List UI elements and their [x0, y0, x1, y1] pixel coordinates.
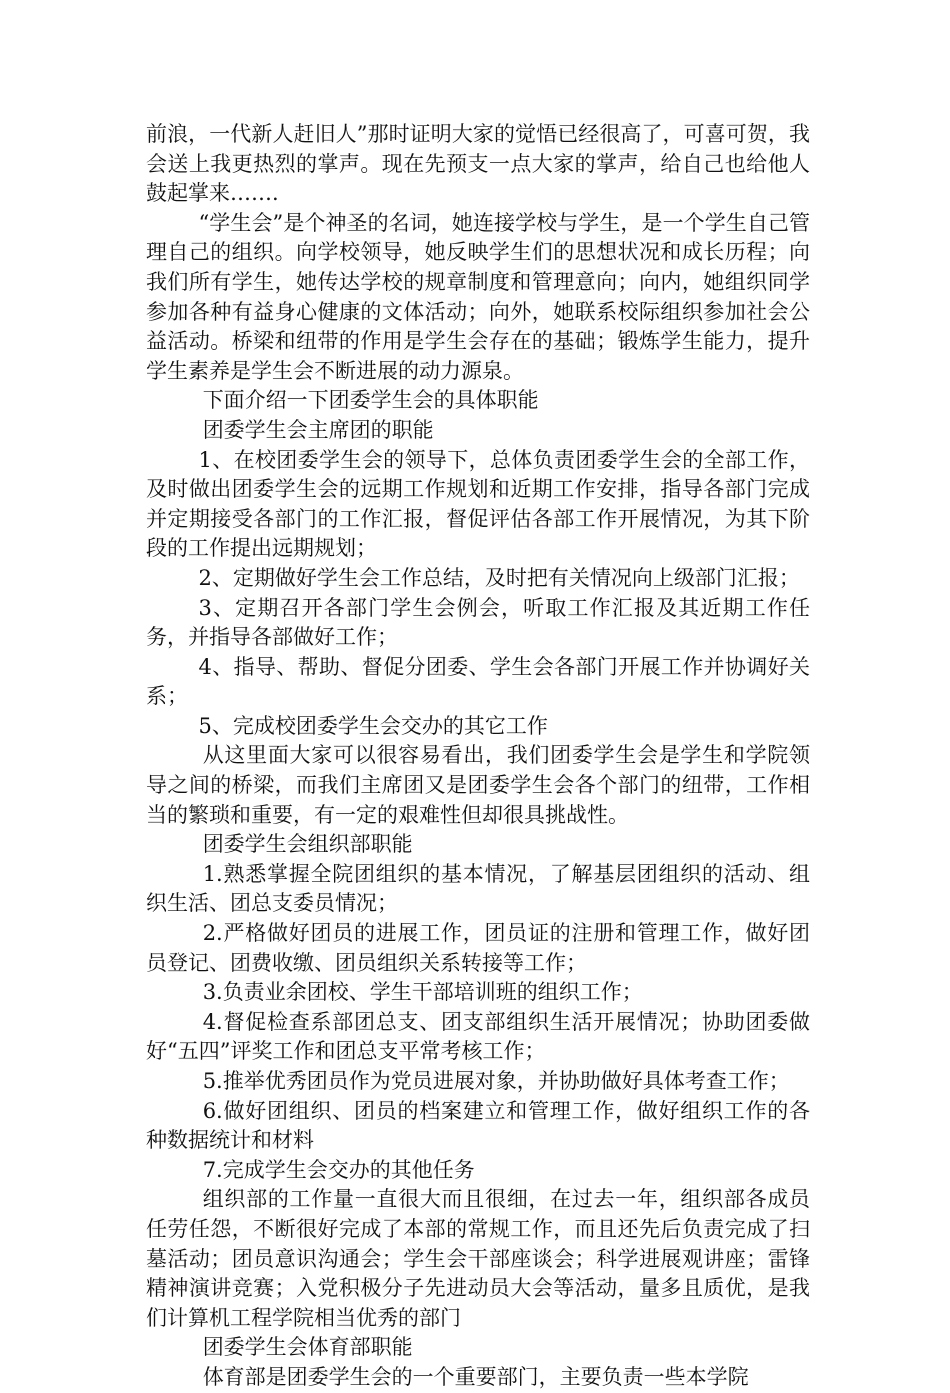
list-item: 2、定期做好学生会工作总结，及时把有关情况向上级部门汇报； [198, 565, 800, 590]
section-heading: 团委学生会体育部职能 [202, 1335, 413, 1360]
list-item: 5、完成校团委学生会交办的其它工作 [198, 713, 548, 738]
list-item: 3.负责业余团校、学生干部培训班的组织工作； [202, 980, 643, 1005]
section-heading: 团委学生会组织部职能 [202, 832, 413, 857]
paragraph: 体育部是团委学生会的一个重要部门，主要负责一些本学院 [202, 1364, 749, 1389]
list-item: 3、定期召开各部门学生会例会，听取工作汇报及其近期工作任务，并指导各部做好工作； [146, 595, 810, 650]
paragraph: 从这里面大家可以很容易看出，我们团委学生会是学生和学院领导之间的桥梁，而我们主席团又是团委学生会各个部门的纽带，工作相当的繁琐和重要，有一定的艰难性但却很具挑战性。 [146, 743, 810, 827]
list-item: 1.熟悉掌握全院团组织的基本情况，了解基层团组织的活动、组织生活、团总支委员情况； [146, 861, 810, 916]
section-heading: 团委学生会主席团的职能 [202, 417, 434, 442]
document-body [146, 120, 810, 1393]
list-item: 4、指导、帮助、督促分团委、学生会各部门开展工作并协调好关系； [146, 654, 810, 709]
paragraph: “学生会”是个神圣的名词，她连接学校与学生，是一个学生自己管理自己的组织。向学校领导，她反映学生们的思想状况和成长历程；向我们所有学生，她传达学校的规章制度和管理意向；向内，她组织同学参加各种有益身心健康的文体活动；向外，她联系校际组织参加社会公益活动。桥梁和纽带的作用是学生会存在的基础；锻炼学生能力，提升学生素养是学生会不断进展的动力源泉。 [146, 210, 810, 383]
section-heading: 下面介绍一下团委学生会的具体职能 [202, 388, 539, 413]
list-item: 4.督促检查系部团总支、团支部组织生活开展情况；协助团委做好“五四”评奖工作和团总支平常考核工作； [146, 1009, 810, 1064]
list-item: 7.完成学生会交办的其他任务 [202, 1157, 475, 1182]
paragraph: 前浪，一代新人赶旧人”那时证明大家的觉悟已经很高了，可喜可贺，我会送上我更热烈的掌声。现在先预支一点大家的掌声，给自己也给他人鼓起掌来……. [146, 122, 810, 206]
list-item: 1、在校团委学生会的领导下，总体负责团委学生会的全部工作，及时做出团委学生会的远期工作规划和近期工作安排，指导各部门完成并定期接受各部门的工作汇报，督促评估各部工作开展情况，为其下阶段的工作提出远期规划； [146, 447, 810, 561]
list-item: 5.推举优秀团员作为党员进展对象，并协助做好具体考查工作； [202, 1069, 790, 1093]
paragraph: 组织部的工作量一直很大而且很细，在过去一年，组织部各成员任劳任怨，不断很好完成了本部的常规工作，而且还先后负责完成了扫墓活动；团员意识沟通会；学生会干部座谈会；科学进展观讲座；雷锋精神演讲竞赛；入党积极分子先进动员大会等活动，量多且质优，是我们计算机工程学院相当优秀的部门 [146, 1187, 810, 1330]
list-item: 6.做好团组织、团员的档案建立和管理工作，做好组织工作的各种数据统计和材料 [146, 1098, 810, 1153]
list-item: 2.严格做好团员的进展工作，团员证的注册和管理工作，做好团员登记、团费收缴、团员组织关系转接等工作； [146, 921, 810, 975]
